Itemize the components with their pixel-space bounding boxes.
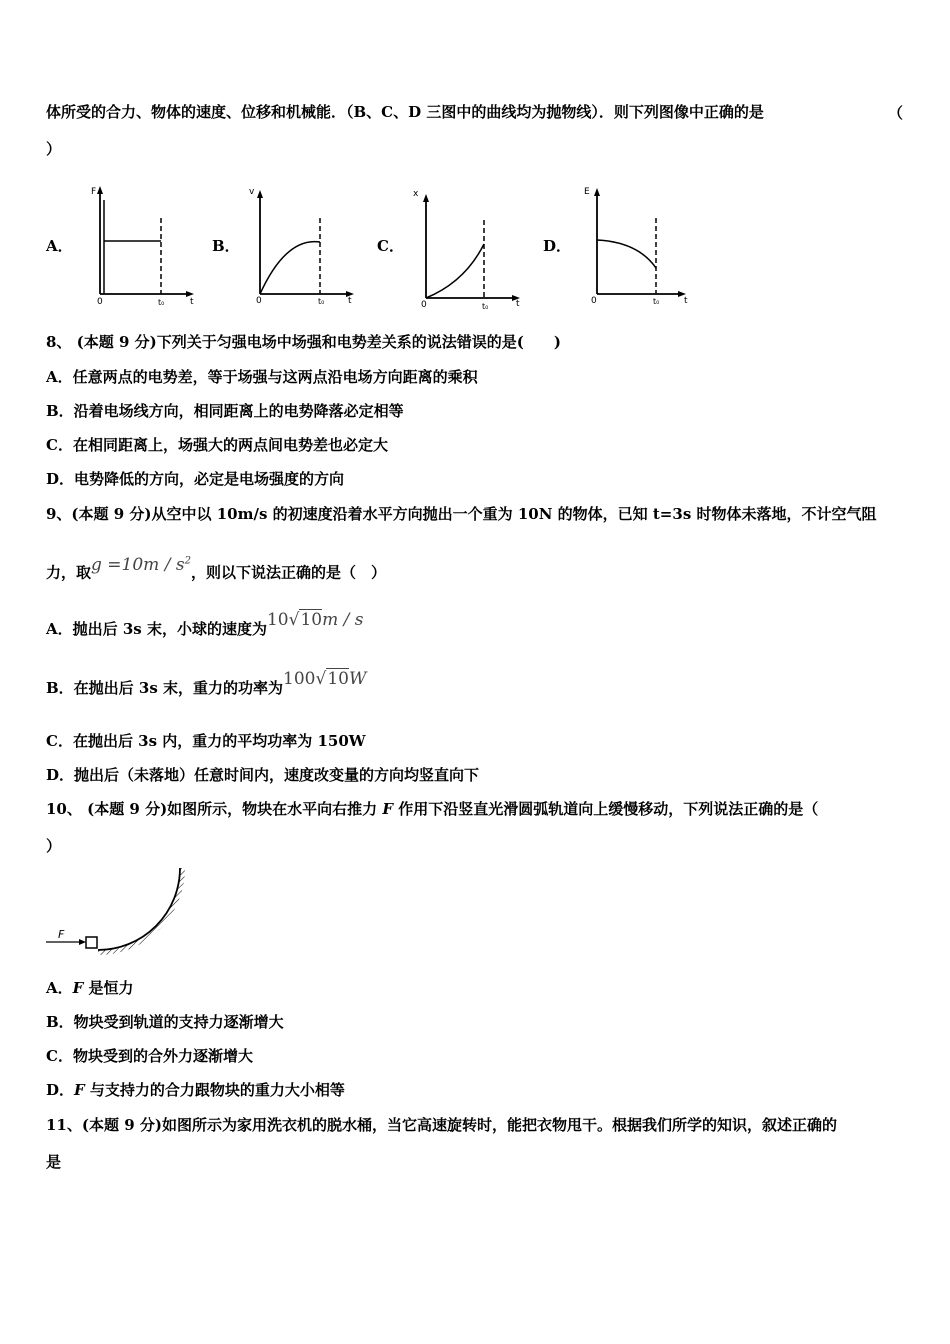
- q8-stem: 8、 (本题 9 分)下列关于匀强电场中场强和电势差关系的说法错误的是( ): [46, 333, 561, 351]
- q9-g-formula: $g =10m / s^2$: [91, 554, 191, 575]
- graph-d: [578, 182, 698, 312]
- graph-c-curve: [426, 244, 484, 298]
- graph-b-origin: 0: [256, 296, 262, 306]
- graph-c-y-label: x: [413, 189, 419, 199]
- q9-option-d: D．抛出后（未落地）任意时间内，速度改变量的方向均竖直向下: [46, 766, 480, 784]
- q9-stem-line1: 9、(本题 9 分)从空中以 10m/s 的初速度沿着水平方向抛出一个重为 10N 的物体，已知 t=3s 时物体未落地，不计空气阻: [46, 505, 877, 523]
- graph-b-x-label: t: [348, 296, 352, 306]
- q9-stem-prefix: 力，取: [46, 563, 92, 582]
- q7-paren-open: （: [888, 104, 904, 122]
- graph-d-t0: t₀: [653, 297, 660, 306]
- graph-d-curve: [597, 240, 656, 268]
- q10-option-d: D．F 与支持力的合力跟物块的重力大小相等: [46, 1081, 345, 1099]
- q9-option-a-formula: 10√10m / s: [266, 610, 364, 630]
- q9-stem-line2: [46, 554, 386, 583]
- q10-force-label: F: [58, 928, 65, 941]
- graph-d-origin: 0: [591, 296, 597, 306]
- q10-option-c: C．物块受到的合外力逐渐增大: [46, 1047, 253, 1065]
- q7-option-c-label: C．: [377, 237, 404, 255]
- q7-option-b-label: B．: [212, 237, 240, 255]
- q10-figure: [44, 864, 190, 956]
- q11-stem-line2: 是: [46, 1153, 62, 1171]
- q11-stem-line1: 11、(本题 9 分)如图所示为家用洗衣机的脱水桶，当它高速旋转时，能把衣物甩干。根据我们所学的知识，叙述正确的: [46, 1116, 837, 1134]
- q10-option-b: B．物块受到轨道的支持力逐渐增大: [46, 1013, 284, 1031]
- graph-b-curve: [260, 242, 320, 294]
- q10-block: [86, 937, 97, 948]
- graph-c-x-label: t: [516, 299, 520, 309]
- q9-option-a: A．抛出后 3s 末，小球的速度为10√10m / s: [46, 610, 364, 638]
- q7-paren-close: ）: [46, 140, 62, 158]
- graph-b: [246, 182, 361, 312]
- graph-a-origin: 0: [97, 297, 103, 307]
- q7-stem-line1: 体所受的合力、物体的速度、位移和机械能．（B、C、D 三图中的曲线均为抛物线）．则下列图像中正确的是: [46, 103, 764, 121]
- q9-stem-suffix: ，则以下说法正确的是（ ）: [190, 563, 386, 582]
- q8-option-d: D．电势降低的方向，必定是电场强度的方向: [46, 470, 345, 488]
- graph-c-t0: t₀: [482, 302, 489, 311]
- q7-option-d-label: D．: [543, 237, 572, 255]
- graph-d-y-label: E: [584, 187, 590, 197]
- q8-option-b: B．沿着电场线方向，相同距离上的电势降落必定相等: [46, 402, 404, 420]
- q8-option-c: C．在相同距离上，场强大的两点间电势差也必定大: [46, 436, 388, 454]
- graph-a-t0: t₀: [158, 298, 165, 307]
- q9-option-b-formula: 100√10W: [283, 669, 367, 689]
- q9-option-c: C．在抛出后 3s 内，重力的平均功率为 150W: [46, 732, 366, 750]
- q9-option-b: B．在抛出后 3s 末，重力的功率为100√10W: [46, 669, 367, 697]
- graph-a-x-label: t: [190, 297, 194, 307]
- q10-stem-line1: 10、 (本题 9 分)如图所示，物块在水平向右推力 F 作用下沿竖直光滑圆弧轨道向上缓慢移动，下列说法正确的是（: [46, 800, 819, 818]
- graph-d-x-label: t: [684, 296, 688, 306]
- graph-c-origin: 0: [421, 300, 427, 310]
- graph-b-y-label: v: [249, 187, 255, 197]
- graph-b-t0: t₀: [318, 297, 325, 306]
- graph-a-y-label: F: [91, 187, 97, 197]
- q10-option-a: A．F 是恒力: [46, 979, 134, 997]
- q8-option-a: A．任意两点的电势差，等于场强与这两点沿电场方向距离的乘积: [46, 368, 478, 386]
- q7-option-a-label: A．: [46, 237, 73, 255]
- q10-stem-line2: ）: [46, 837, 62, 855]
- graph-a: [84, 182, 199, 312]
- graph-c: [410, 182, 530, 312]
- q10-track-hatch: [98, 868, 185, 955]
- q10-track-arc: [98, 868, 180, 950]
